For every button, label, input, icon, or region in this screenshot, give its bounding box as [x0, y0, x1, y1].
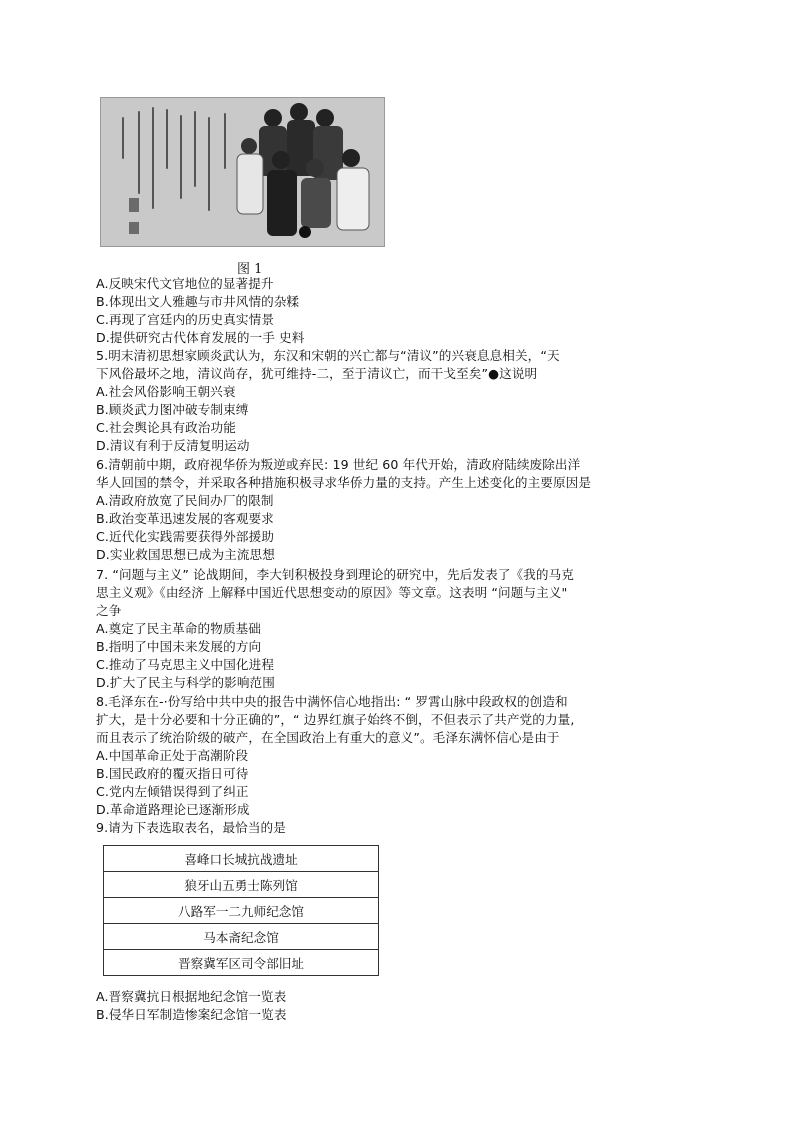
text-line: 8.毛泽东在-·份写给中共中央的报告中满怀信心地指出: “ 罗霄山脉中段政权的创造和	[96, 694, 568, 709]
painting-image	[101, 98, 384, 246]
text-line: 5.明末清初思想家顾炎武认为，东汉和宋朝的兴亡都与“清议”的兴衰息息相关，“天	[96, 348, 560, 363]
table-cell: 晋察冀军区司令部旧址	[104, 950, 379, 976]
text-line: A.奠定了民主革命的物质基础	[96, 621, 261, 636]
text-line: C.推动了马克思主义中国化进程	[96, 657, 275, 672]
figure-caption: 图 1	[237, 262, 263, 277]
text-line: 9.请为下表选取表名，最恰当的是	[96, 820, 286, 835]
text-line: B.体现出文人雅趣与市井风情的杂糅	[96, 294, 300, 309]
text-line: B.政治变革迅速发展的客观要求	[96, 511, 274, 526]
text-line: C.社会舆论具有政治功能	[96, 420, 236, 435]
text-line: D.清议有利于反清复明运动	[96, 438, 250, 453]
text-line: D.实业救国思想已成为主流思想	[96, 547, 275, 562]
text-line: C.再现了宫廷内的历史真实情景	[96, 312, 275, 327]
table-cell: 马本斋纪念馆	[104, 924, 379, 950]
text-line: 下风俗最坏之地，清议尚存，犹可维持-二，至于清议亡，而干戈至矣”●这说明	[96, 366, 538, 381]
text-line: C.党内左倾错误得到了纠正	[96, 784, 249, 799]
text-line: A.反映宋代文官地位的显著提升	[96, 276, 274, 291]
text-line: 扩大，是十分必要和十分正确的”，“ 边界红旗子始终不倒，不但表示了共产党的力量,	[96, 712, 575, 727]
text-line: 之争	[96, 603, 122, 618]
text-line: B.指明了中国未来发展的方向	[96, 639, 262, 654]
table-cell: 八路军一二九师纪念馆	[104, 898, 379, 924]
table-cell: 狼牙山五勇士陈列馆	[104, 872, 379, 898]
text-line: D.扩大了民主与科学的影响范围	[96, 675, 275, 690]
table-row	[104, 924, 379, 950]
text-line: B.侵华日军制造惨案纪念馆一览表	[96, 1007, 287, 1022]
table-cell: 喜峰口长城抗战遗址	[104, 846, 379, 872]
text-line: C.近代化实践需要获得外部援助	[96, 529, 275, 544]
table-row	[104, 950, 379, 976]
painting-figure	[100, 97, 385, 247]
text-line: A.社会风俗影响王朝兴衰	[96, 384, 236, 399]
text-line: A.晋察冀抗日根据地纪念馆一览表	[96, 989, 287, 1004]
text-line: D.革命道路理论已逐渐形成	[96, 802, 250, 817]
text-line: A.清政府放宽了民间办厂的限制	[96, 493, 274, 508]
text-line: 6.清朝前中期，政府视华侨为叛逆或弃民: 19 世纪 60 年代开始，清政府陆续废除出洋	[96, 457, 581, 472]
memorial-table	[103, 845, 379, 976]
table-row	[104, 872, 379, 898]
text-line: B.国民政府的覆灭指日可待	[96, 766, 249, 781]
table-row	[104, 846, 379, 872]
text-line: A.中国革命正处于高潮阶段	[96, 748, 249, 763]
text-line: 7. “问题与主义” 论战期间，李大钊积极投身到理论的研究中，先后发表了《我的马克	[96, 567, 574, 582]
text-line: 华人回国的禁令，并采取各种措施积极寻求华侨力量的支持。产生上述变化的主要原因是	[96, 475, 592, 490]
text-line: 思主义观》《由经济 上解释中国近代思想变动的原因》等文章。这表明 “问题与主义"	[96, 585, 568, 600]
text-line: 而且表示了统治阶级的破产，在全国政治上有重大的意义”。毛泽东满怀信心是由于	[96, 730, 560, 745]
table-row	[104, 898, 379, 924]
text-line: D.提供研究古代体育发展的一手 史料	[96, 330, 305, 345]
text-line: B.顾炎武力图冲破专制束缚	[96, 402, 249, 417]
